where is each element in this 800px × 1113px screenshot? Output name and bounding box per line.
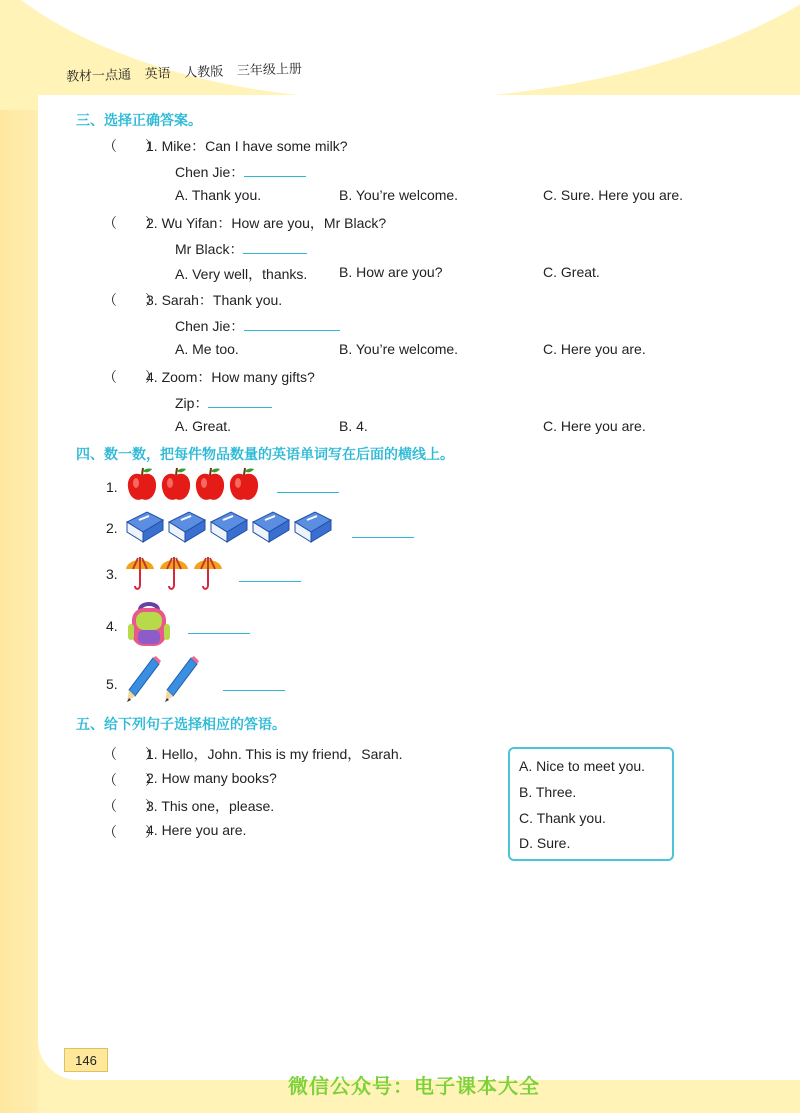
header-edition: 人教版 (183, 63, 224, 80)
answer-paren[interactable]: （ ） (103, 798, 159, 814)
option-a: A. Very well，thanks. (175, 266, 308, 282)
answer-paren[interactable]: （ ） (103, 824, 159, 840)
question-text: 1. Mike：Can I have some milk? (146, 138, 348, 154)
page-number: 146 (64, 1048, 108, 1072)
umbrella-icon (124, 553, 156, 593)
header-subject: 英语 (144, 65, 171, 82)
left-margin-strip (0, 110, 38, 1113)
answer-paren[interactable]: （ ） (103, 746, 159, 762)
header-series: 教材一点通 (65, 66, 132, 84)
question-text: 2. Wu Yifan：How are you，Mr Black? (146, 215, 387, 231)
header-grade: 三年级上册 (236, 60, 303, 79)
book-icon (209, 510, 249, 544)
dialog-sentence: 3. This one，please. (146, 798, 275, 814)
option-b: B. How are you? (339, 264, 443, 280)
option-c: C. Great. (543, 264, 600, 280)
option-b: B. You’re welcome. (339, 341, 459, 357)
answer-paren[interactable]: （ ） (103, 369, 159, 385)
answer-blank[interactable] (244, 318, 340, 331)
dialog-sentence: 2. How many books? (146, 770, 277, 786)
pencil-icon (163, 656, 199, 704)
backpack-icon (126, 600, 172, 650)
option-c: C. Sure. Here you are. (543, 187, 684, 203)
answer-option: A. Nice to meet you. (519, 758, 646, 774)
answer-line[interactable] (277, 491, 339, 493)
apple-icon (194, 467, 226, 503)
question-text: 4. Zoom：How many gifts? (146, 369, 315, 385)
item-number: 3. (106, 566, 118, 582)
umbrella-icon (158, 553, 190, 593)
dialog-sentence: 1. Hello，John. This is my friend，Sarah. (146, 746, 403, 762)
backpack-group (126, 600, 172, 650)
option-b: B. You’re welcome. (339, 187, 459, 203)
answer-line[interactable] (352, 536, 414, 538)
option-b: B. 4. (339, 418, 368, 434)
answer-paren[interactable]: （ ） (103, 772, 159, 788)
answer-paren[interactable]: （ ） (103, 138, 159, 154)
umbrella-group (124, 553, 224, 593)
option-a: A. Me too. (175, 341, 239, 357)
pencil-group (125, 656, 199, 704)
book-icon (293, 510, 333, 544)
answer-option: C. Thank you. (519, 810, 606, 826)
answer-line[interactable] (223, 689, 285, 691)
question-text: 3. Sarah：Thank you. (146, 292, 283, 308)
respondent-line (175, 162, 306, 182)
answer-options-box (508, 747, 674, 861)
section4-title: 四、数一数，把每件物品数量的英语单词写在后面的横线上。 (76, 446, 454, 462)
option-a: A. Great. (175, 418, 232, 434)
item-number: 4. (106, 618, 118, 634)
book-icon (167, 510, 207, 544)
option-c: C. Here you are. (543, 418, 646, 434)
option-a: A. Thank you. (175, 187, 262, 203)
watermark: 微信公众号：电子课本大全 (288, 1076, 540, 1098)
respondent-label: Chen Jie： (175, 164, 245, 180)
apple-icon (160, 467, 192, 503)
respondent-line (175, 316, 340, 336)
umbrella-icon (192, 553, 224, 593)
section3-title: 三、选择正确答案。 (76, 112, 202, 128)
answer-line[interactable] (188, 632, 250, 634)
answer-option: D. Sure. (519, 835, 571, 851)
section5-title: 五、给下列句子选择相应的答语。 (76, 716, 286, 732)
dialog-sentence: 4. Here you are. (146, 822, 247, 838)
item-number: 5. (106, 676, 118, 692)
book-icon (251, 510, 291, 544)
answer-line[interactable] (239, 580, 301, 582)
apple-icon (126, 467, 158, 503)
answer-paren[interactable]: （ ） (103, 292, 159, 308)
respondent-label: Chen Jie： (175, 318, 245, 334)
respondent-label: Mr Black： (175, 241, 244, 257)
respondent-line (175, 239, 307, 259)
respondent-line (175, 393, 272, 413)
apple-group (126, 467, 260, 503)
answer-blank[interactable] (243, 241, 307, 254)
item-number: 2. (106, 520, 118, 536)
answer-blank[interactable] (208, 395, 272, 408)
item-number: 1. (106, 479, 118, 495)
book-icon (125, 510, 165, 544)
answer-blank[interactable] (244, 164, 306, 177)
pencil-icon (125, 656, 161, 704)
answer-option: B. Three. (519, 784, 577, 800)
answer-paren[interactable]: （ ） (103, 215, 159, 231)
respondent-label: Zip： (175, 395, 209, 411)
apple-icon (228, 467, 260, 503)
option-c: C. Here you are. (543, 341, 646, 357)
book-group (125, 510, 333, 544)
